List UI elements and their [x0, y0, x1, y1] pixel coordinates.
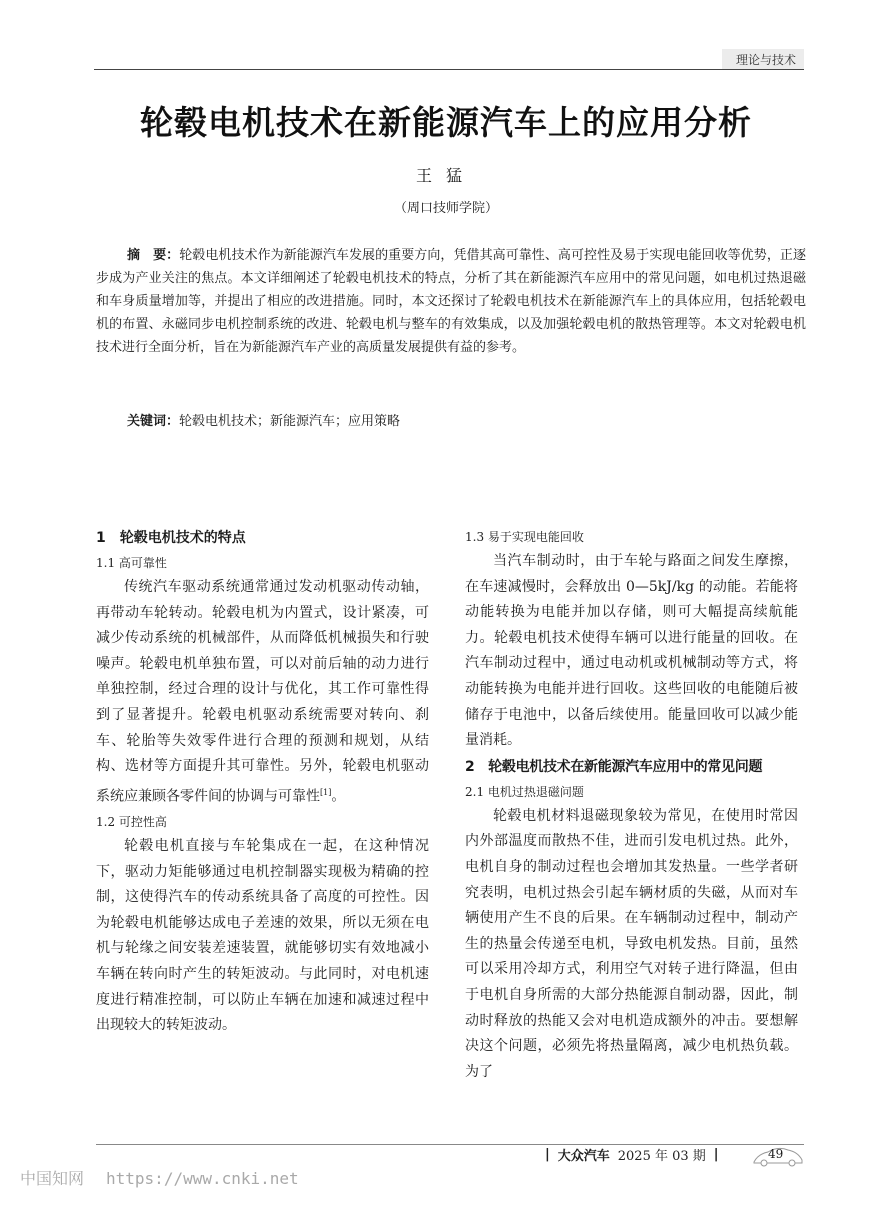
paragraph	[96, 575, 429, 810]
subsection-heading: 1.1 高可靠性	[96, 556, 167, 570]
footer-divider: |	[713, 1147, 719, 1162]
footer	[545, 1145, 719, 1164]
citation-ref: [1]	[320, 787, 332, 797]
subsection-heading: 1.3 易于实现电能回收	[465, 530, 584, 544]
keywords-label: 关键词：	[127, 414, 180, 429]
author-affiliation: （周口技师学院）	[393, 201, 498, 216]
paragraph: 当汽车制动时，由于车轮与路面之间发生摩擦，在车速减慢时，会释放出 0—5kJ/kg 的动能。若能将动能转换为电能并加以存储，则可大幅提高续航能力。轮毂电机技术使得车辆可以进行能量的回收。在汽车制动过程中，通过电动机或机械制动等方式，将动能转换为电能并进行回收。这些回收的电能随后被储存于电池中，以备后续使用。能量回收可以减少能量消耗。	[465, 553, 798, 749]
subsection-heading: 2.1 电机过热退磁问题	[465, 784, 584, 799]
subsection-heading: 1.2 可控性高	[96, 815, 167, 829]
cnki-watermark	[20, 1166, 299, 1189]
section-heading: 1 轮毂电机技术的特点	[96, 530, 246, 546]
watermark-cn: 中国知网	[20, 1169, 85, 1188]
keywords-text: 轮毂电机技术；新能源汽车；应用策略	[179, 414, 401, 429]
magazine-name: 大众汽车	[557, 1149, 610, 1164]
paragraph-text: 传统汽车驱动系统通常通过发动机驱动传动轴，再带动车轮转动。轮毂电机为内置式，设计紧凑，可减少传动系统的机械部件，从而降低机械损失和行驶噪声。轮毂电机单独布置，可以对前后轴的动力进行单独控制，经过合理的设计与优化，其工作可靠性得到了显著提升。轮毂电机驱动系统需要对转向、刹车、轮胎等失效零件进行合理的预测和规划，从结构、选材等方面提升其可靠性。另外，轮毂电机驱动系统应兼顾各零件间的协调与可靠性	[96, 579, 429, 805]
section-tab: 理论与技术	[722, 49, 804, 70]
header-rule	[94, 69, 804, 70]
paragraph: 轮毂电机材料退磁现象较为常见，在使用时常因内外部温度而散热不佳，进而引发电机过热。此外，电机自身的制动过程也会增加其发热量。一些学者研究表明，电机过热会引起车辆材质的失磁，从而对车辆使用产生不良的后果。在车辆制动过程中，制动产生的热量会传递至电机，导致电机发热。目前，虽然可以采用冷却方式，利用空气对转子进行降温，但由于电机自身所需的大部分热能源自制动器，因此，制动时释放的热能又会对电机造成额外的冲击。要想解决这个问题，必须先将热量隔离，减少电机热负载。为了	[465, 807, 798, 1080]
abstract-text: 轮毂电机技术作为新能源汽车发展的重要方向，凭借其高可靠性、高可控性及易于实现电能回收等优势，正逐步成为产业关注的焦点。本文详细阐述了轮毂电机技术的特点，分析了其在新能源汽车应用中的常见问题，如电机过热退磁和车身质量增加等，并提出了相应的改进措施。同时，本文还探讨了轮毂电机技术在新能源汽车上的具体应用，包括轮毂电机的布置、永磁同步电机控制系统的改进、轮毂电机与整车的有效集成，以及加强轮毂电机的散热管理等。本文对轮毂电机技术进行全面分析，旨在为新能源汽车产业的高质量发展提供有益的参考。	[96, 248, 806, 355]
author-name: 王猛	[415, 166, 476, 185]
abstract-label: 摘 要：	[127, 248, 180, 263]
section-heading: 2 轮毂电机技术在新能源汽车应用中的常见问题	[465, 758, 763, 775]
abstract	[96, 244, 806, 359]
issue-info: 2025 年 03 期	[617, 1149, 706, 1164]
paragraph: 轮毂电机直接与车轮集成在一起，在这种情况下，驱动力矩能够通过电机控制器实现极为精确的控制，这使得汽车的传动系统具备了高度的可控性。因为轮毂电机能够达成电子差速的效果，所以无须在电机与轮缘之间安装差速装置，就能够切实有效地减小车辆在转向时产生的转矩波动。与此同时，对电机速度进行精准控制，可以防止车辆在加速和减速过程中出现较大的转矩波动。	[96, 838, 429, 1034]
article-title: 轮毂电机技术在新能源汽车上的应用分析	[140, 103, 752, 142]
page-number-badge	[752, 1142, 804, 1168]
page-number: 49	[768, 1147, 784, 1161]
footer-divider: |	[545, 1147, 550, 1162]
keywords	[127, 410, 400, 433]
right-column	[465, 525, 798, 1085]
watermark-url: https://www.cnki.net	[106, 1169, 299, 1188]
left-column	[96, 525, 429, 1039]
paragraph-end: 。	[331, 788, 346, 805]
